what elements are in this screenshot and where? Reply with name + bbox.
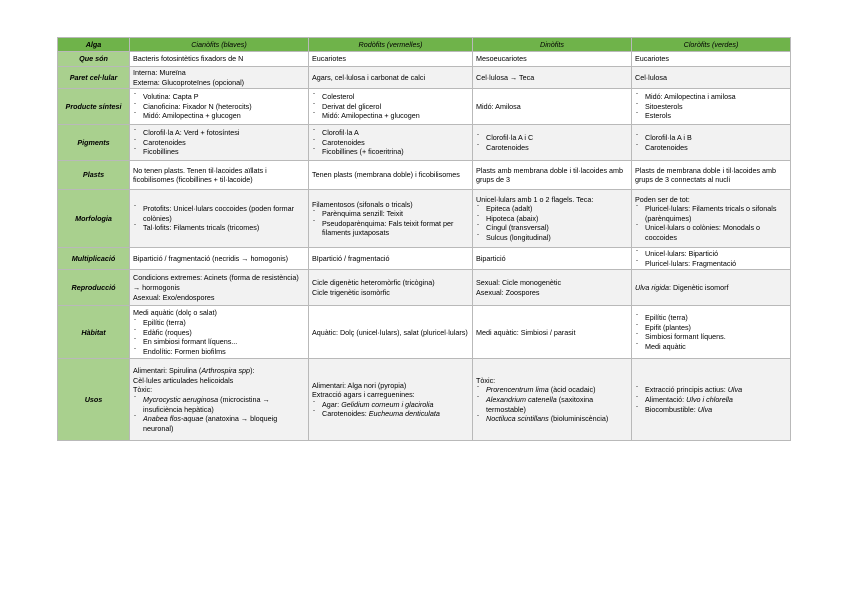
bullet-item: - Alexandrium catenella (saxitoxina termostable) <box>476 395 628 414</box>
table-cell <box>473 52 632 67</box>
table-cell <box>309 248 473 270</box>
bullet-item: - Mycrocystic aeruginosa (microcistina → insuficiència hepàtica) <box>133 395 305 414</box>
table-cell <box>473 67 632 89</box>
table-row <box>58 190 791 248</box>
bullet-item: - En simbiosi formant líquens... <box>133 337 305 347</box>
cell-line: Midó: Amilosa <box>476 101 521 111</box>
bullet-item: - Edàfic (roques) <box>133 328 305 338</box>
cell-line: No tenen plasts. Tenen til·lacoides aïllats i ficobilisomes (ficobillines + til·lacoide) <box>133 165 267 185</box>
table-cell <box>130 190 309 248</box>
cell-line: Alimentari: Spirulina (Arthrospira spp): <box>133 366 255 376</box>
row-header-cell: Multiplicació <box>58 248 130 270</box>
row-header-cell: Que són <box>58 52 130 67</box>
bullet-item: - Clorofil·la A: Verd + fotosíntesi <box>133 128 305 138</box>
table-cell <box>473 359 632 441</box>
table-cell <box>309 190 473 248</box>
bullet-item: - Derivat del glicerol <box>312 102 469 112</box>
bullet-item: - Carotenoides <box>476 143 628 153</box>
table-cell <box>130 359 309 441</box>
bullet-item: - Epilític (terra) <box>635 313 787 323</box>
cell-line: Eucariotes <box>312 54 346 64</box>
cell-line: Filamentosos (sifonals o tricals) <box>312 199 413 209</box>
row-header-cell: Reproducció <box>58 270 130 306</box>
table-cell <box>130 52 309 67</box>
table-cell <box>632 67 791 89</box>
cell-line: Plasts amb membrana doble i til·lacoides amb grups de 3 <box>476 165 624 185</box>
table-row <box>58 270 791 306</box>
bullet-item: - Simbiosi formant líquens. <box>635 332 787 342</box>
row-header-cell: Morfologia <box>58 190 130 248</box>
bullet-item: - Alimentació: Ulvo i chlorella <box>635 395 787 405</box>
cell-line: Sexual: Cicle monogenètic <box>476 278 562 288</box>
cell-line: Extracció agars i carreguenines: <box>312 390 415 400</box>
bullet-item: - Pseudoparènquima: Fals teixit format per filaments juxtaposats <box>312 219 469 238</box>
cell-line: Alimentari: Alga nori (pyropia) <box>312 380 407 390</box>
bullet-item: - Medi aquàtic <box>635 342 787 352</box>
table-cell <box>473 125 632 161</box>
row-header-cell: Paret cel·lular <box>58 67 130 89</box>
cell-line: Asexual: Exo/endospores <box>133 292 215 302</box>
bullet-item: - Midó: Amilopectina + glucogen <box>133 111 305 121</box>
header-cell-alga: Alga <box>58 38 130 52</box>
cell-line: Bipartició / fragmentació (necridis → homogonis) <box>133 253 288 263</box>
bullet-item: - Epilític (terra) <box>133 318 305 328</box>
cell-line: Cel·lulosa <box>635 72 667 82</box>
bullet-item: - Pluricel·lulars: Fragmentació <box>635 259 787 269</box>
cell-line: Poden ser de tot: <box>635 194 690 204</box>
cell-line: Bipartició <box>476 253 506 263</box>
cell-line: Unicel·lulars amb 1 o 2 flagels. Teca: <box>476 194 594 204</box>
bullet-item: - Pluricel·lulars: Filaments tricals o sifonals (parènquimes) <box>635 204 787 223</box>
table-cell <box>632 248 791 270</box>
bullet-item: - Clorofil·la A <box>312 128 469 138</box>
table-row <box>58 89 791 125</box>
bullet-item: - Biocombustible: Ulva <box>635 405 787 415</box>
cell-line: Asexual: Zoospores <box>476 287 540 297</box>
table-cell <box>309 161 473 190</box>
row-header-cell: Usos <box>58 359 130 441</box>
table-cell <box>632 190 791 248</box>
bullet-item: - Esterols <box>635 111 787 121</box>
table-row <box>58 306 791 359</box>
bullet-item: - Midó: Amilopectina + glucogen <box>312 111 469 121</box>
header-cell-cianofits: Cianòfits (blaves) <box>130 38 309 52</box>
bullet-item: - Volutina: Capta P <box>133 92 305 102</box>
table-cell <box>309 270 473 306</box>
cell-line: Aquàtic: Dolç (unicel·lulars), salat (pluricel·lulars) <box>312 327 468 337</box>
table-cell <box>632 270 791 306</box>
bullet-item: - Sulcus (longitudinal) <box>476 233 628 243</box>
table-cell <box>130 161 309 190</box>
bullet-item: - Clorofil·la A i C <box>476 133 628 143</box>
header-row <box>58 38 791 52</box>
bullet-item: - Carotenoides <box>635 143 787 153</box>
row-header-cell: Plasts <box>58 161 130 190</box>
cell-line: Plasts de membrana doble i til·lacoides amb grups de 3 connectats al nucli <box>635 165 777 185</box>
table-cell <box>632 89 791 125</box>
table-cell <box>632 125 791 161</box>
header-cell-dinofits: Dinòfits <box>473 38 632 52</box>
header-cell-clorofits: Cloròfits (verdes) <box>632 38 791 52</box>
cell-line: Tòxic: <box>133 385 153 395</box>
bullet-item: - Unicel·lulars: Bipartició <box>635 249 787 259</box>
table-body <box>58 52 791 441</box>
bullet-item: - Carotenoides <box>133 138 305 148</box>
bullet-item: - Prorencentrum lima (àcid ocadaic) <box>476 385 628 395</box>
table-row <box>58 125 791 161</box>
table-cell <box>309 125 473 161</box>
table-cell <box>309 359 473 441</box>
bullet-item: - Unicel·lulars o colònies: Monodals o coccoides <box>635 223 787 242</box>
table-cell <box>473 89 632 125</box>
table-cell <box>130 306 309 359</box>
cell-line: Ulva rigida: Digenètic isomorf <box>635 283 729 293</box>
algae-comparison-table <box>57 37 791 441</box>
bullet-item: - Endolític: Formen biofilms <box>133 347 305 357</box>
cell-line: Agars, cel·lulosa i carbonat de calci <box>312 72 426 82</box>
table-row <box>58 248 791 270</box>
bullet-item: - Epifit (plantes) <box>635 323 787 333</box>
bullet-item: - Sitoesterols <box>635 102 787 112</box>
bullet-item: - Carotenoides <box>312 138 469 148</box>
table-cell <box>632 306 791 359</box>
cell-line: Eucariotes <box>635 54 669 64</box>
table-cell <box>473 161 632 190</box>
table-cell <box>130 67 309 89</box>
table-cell <box>130 125 309 161</box>
bullet-item: - Extracció principis actius: Ulva <box>635 385 787 395</box>
bullet-item: - Carotenoides: Eucheuma denticulata <box>312 409 469 419</box>
table-row <box>58 359 791 441</box>
bullet-item: - Epiteca (adalt) <box>476 204 628 214</box>
table-row <box>58 67 791 89</box>
table-cell <box>130 270 309 306</box>
cell-line: Medi aquàtic: Simbiosi / parasit <box>476 327 576 337</box>
table-cell <box>473 306 632 359</box>
table-row <box>58 161 791 190</box>
table-cell <box>130 248 309 270</box>
cell-line: Tenen plasts (membrana doble) i ficobilisomes <box>312 170 460 180</box>
header-cell-rodofits: Rodòfits (vermelles) <box>309 38 473 52</box>
cell-line: Cicle digenètic heteromòrfic (tricògina) <box>312 278 435 288</box>
bullet-item: - Agar: Gelidium corneum i glacirolia <box>312 400 469 410</box>
table-cell <box>473 270 632 306</box>
cell-line: Medi aquàtic (dolç o salat) <box>133 308 217 318</box>
cell-line: Cicle trigenètic isomòrfic <box>312 287 390 297</box>
bullet-item: - Colesterol <box>312 92 469 102</box>
bullet-item: - Protofits: Unicel·lulars coccoides (poden formar colònies) <box>133 204 305 223</box>
table-cell <box>632 52 791 67</box>
table-cell <box>309 67 473 89</box>
row-header-cell: Hàbitat <box>58 306 130 359</box>
bullet-item: - Parènquima senzill: Teixit <box>312 209 469 219</box>
cell-line: Cel·lulosa → Teca <box>476 72 535 82</box>
table-cell <box>473 248 632 270</box>
cell-line: Condicions extremes: Acinets (forma de resistència) → hormogonis <box>133 273 299 293</box>
table-cell <box>632 161 791 190</box>
row-header-cell: Pigments <box>58 125 130 161</box>
table-cell <box>309 89 473 125</box>
bullet-item: - Cíngul (transversal) <box>476 223 628 233</box>
bullet-item: - Hipoteca (abaix) <box>476 214 628 224</box>
bullet-item: - Noctiluca scintillans (bioluminiscència) <box>476 414 628 424</box>
cell-line: Interna: Mureïna <box>133 68 186 77</box>
table-cell <box>632 359 791 441</box>
bullet-item: - Cianoficina: Fixador N (heterocits) <box>133 102 305 112</box>
bullet-item: - Ficobillines <box>133 147 305 157</box>
cell-line: Cèl·lules articulades helicoidals <box>133 375 234 385</box>
cell-line: Mesoeucariotes <box>476 54 527 64</box>
table-cell <box>309 52 473 67</box>
cell-line: Tòxic: <box>476 375 496 385</box>
row-header-cell: Producte síntesi <box>58 89 130 125</box>
table-row <box>58 52 791 67</box>
bullet-item: - Ficobillines (+ ficoeritrina) <box>312 147 469 157</box>
bullet-item: - Tal·lofits: Filaments tricals (tricomes) <box>133 223 305 233</box>
bullet-item: - Midó: Amilopectina i amilosa <box>635 92 787 102</box>
cell-line: Externa: Glucoproteïnes (opcional) <box>133 77 245 87</box>
bullet-item: - Anabea flos-aquae (anatoxina → bloqueig neuronal) <box>133 414 305 433</box>
table-cell <box>309 306 473 359</box>
bullet-item: - Clorofil·la A i B <box>635 133 787 143</box>
table-cell <box>130 89 309 125</box>
table-cell <box>473 190 632 248</box>
cell-line: BIpartició / fragmentació <box>312 253 390 263</box>
cell-line: Bacteris fotosintètics fixadors de N <box>133 54 244 64</box>
